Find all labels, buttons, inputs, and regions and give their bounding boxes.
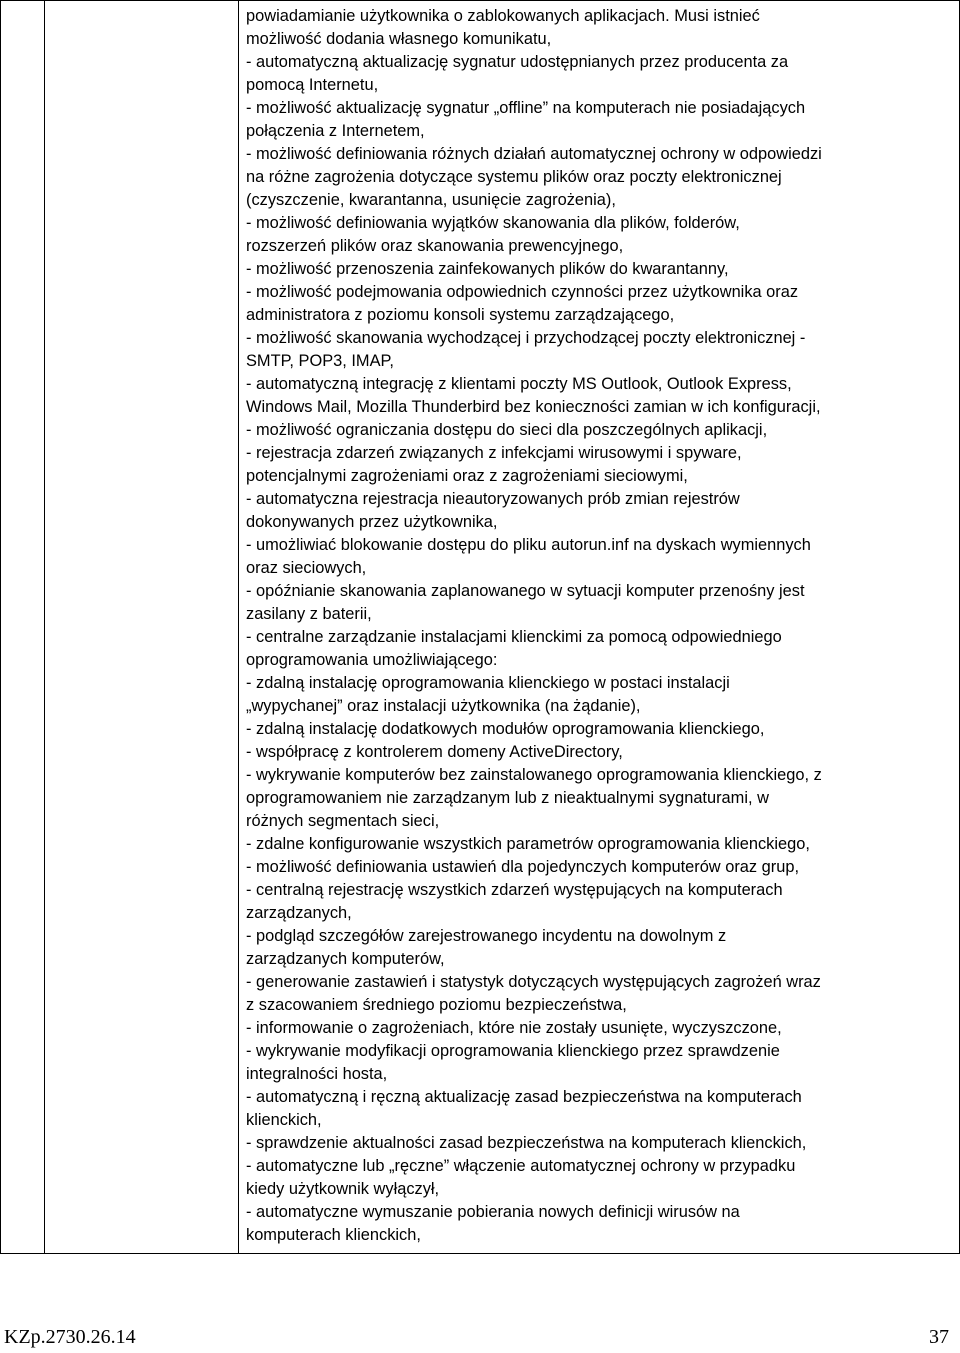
text-line: komputerach klienckich, bbox=[246, 1226, 421, 1244]
text-line: kiedy użytkownik wyłączył, bbox=[246, 1180, 440, 1198]
text-line: „wypychanej” oraz instalacji użytkownika (na żądanie), bbox=[246, 697, 641, 715]
column-divider bbox=[44, 1, 45, 1253]
text-line: (czyszczenie, kwarantanna, usunięcie zagrożenia), bbox=[246, 191, 616, 209]
text-line: - zdalne konfigurowanie wszystkich parametrów oprogramowania klienckiego, bbox=[246, 835, 810, 853]
text-line: Windows Mail, Mozilla Thunderbird bez konieczności zamian w ich konfiguracji, bbox=[246, 398, 821, 416]
text-line: - możliwość definiowania ustawień dla pojedynczych komputerów oraz grup, bbox=[246, 858, 799, 876]
document-reference: KZp.2730.26.14 bbox=[4, 1326, 136, 1348]
text-line: oprogramowaniem nie zarządzanym lub z nieaktualnymi sygnaturami, w bbox=[246, 789, 769, 807]
text-line: SMTP, POP3, IMAP, bbox=[246, 352, 394, 370]
text-line: - centralne zarządzanie instalacjami klienckimi za pomocą odpowiedniego bbox=[246, 628, 782, 646]
text-line: - informowanie o zagrożeniach, które nie zostały usunięte, wyczyszczone, bbox=[246, 1019, 782, 1037]
column-divider bbox=[238, 1, 239, 1253]
text-line: potencjalnymi zagrożeniami oraz z zagrożeniami sieciowymi, bbox=[246, 467, 688, 485]
text-line: zasilany z baterii, bbox=[246, 605, 372, 623]
text-line: - możliwość definiowania różnych działań automatycznej ochrony w odpowiedzi bbox=[246, 145, 822, 163]
text-line: - generowanie zastawień i statystyk dotyczących występujących zagrożeń wraz bbox=[246, 973, 821, 991]
text-line: - możliwość przenoszenia zainfekowanych plików do kwarantanny, bbox=[246, 260, 729, 278]
text-line: - możliwość aktualizację sygnatur „offline” na komputerach nie posiadających bbox=[246, 99, 806, 117]
text-line: - współpracę z kontrolerem domeny ActiveDirectory, bbox=[246, 743, 623, 761]
text-line: oprogramowania umożliwiającego: bbox=[246, 651, 498, 669]
text-line: - automatyczne wymuszanie pobierania nowych definicji wirusów na bbox=[246, 1203, 740, 1221]
text-line: integralności hosta, bbox=[246, 1065, 388, 1083]
text-line: pomocą Internetu, bbox=[246, 76, 379, 94]
text-line: - opóźnianie skanowania zaplanowanego w sytuacji komputer przenośny jest bbox=[246, 582, 805, 600]
text-line: - podgląd szczegółów zarejestrowanego incydentu na dowolnym z bbox=[246, 927, 727, 945]
text-line: na różne zagrożenia dotyczące systemu plików oraz poczty elektronicznej bbox=[246, 168, 782, 186]
page-number: 37 bbox=[929, 1326, 949, 1348]
text-line: administratora z poziomu konsoli systemu zarządzającego, bbox=[246, 306, 675, 324]
text-line: różnych segmentach sieci, bbox=[246, 812, 440, 830]
text-line: - automatyczna rejestracja nieautoryzowanych prób zmian rejestrów bbox=[246, 490, 740, 508]
text-line: - centralną rejestrację wszystkich zdarzeń występujących na komputerach bbox=[246, 881, 783, 899]
text-line: powiadamianie użytkownika o zablokowanych aplikacjach. Musi istnieć bbox=[246, 7, 760, 25]
specification-text bbox=[246, 5, 958, 1247]
text-line: - wykrywanie komputerów bez zainstalowanego oprogramowania klienckiego, z bbox=[246, 766, 822, 784]
text-line: połączenia z Internetem, bbox=[246, 122, 425, 140]
text-line: dokonywanych przez użytkownika, bbox=[246, 513, 498, 531]
text-line: - automatyczną integrację z klientami poczty MS Outlook, Outlook Express, bbox=[246, 375, 792, 393]
text-line: - rejestracja zdarzeń związanych z infekcjami wirusowymi i spyware, bbox=[246, 444, 742, 462]
text-line: - sprawdzenie aktualności zasad bezpieczeństwa na komputerach klienckich, bbox=[246, 1134, 807, 1152]
text-line: możliwość dodania własnego komunikatu, bbox=[246, 30, 552, 48]
text-line: rozszerzeń plików oraz skanowania prewencyjnego, bbox=[246, 237, 624, 255]
text-line: - automatyczne lub „ręczne” włączenie automatycznej ochrony w przypadku bbox=[246, 1157, 796, 1175]
text-line: zarządzanych, bbox=[246, 904, 352, 922]
text-line: zarządzanych komputerów, bbox=[246, 950, 445, 968]
text-line: - umożliwiać blokowanie dostępu do pliku autorun.inf na dyskach wymiennych bbox=[246, 536, 811, 554]
text-line: klienckich, bbox=[246, 1111, 322, 1129]
text-line: - automatyczną aktualizację sygnatur udostępnianych przez producenta za bbox=[246, 53, 789, 71]
text-line: - możliwość ograniczania dostępu do sieci dla poszczególnych aplikacji, bbox=[246, 421, 768, 439]
text-line: - zdalną instalację oprogramowania klienckiego w postaci instalacji bbox=[246, 674, 730, 692]
text-line: oraz sieciowych, bbox=[246, 559, 367, 577]
text-line: - zdalną instalację dodatkowych modułów oprogramowania klienckiego, bbox=[246, 720, 765, 738]
text-line: - możliwość podejmowania odpowiednich czynności przez użytkownika oraz bbox=[246, 283, 799, 301]
text-line: - możliwość skanowania wychodzącej i przychodzącej poczty elektronicznej - bbox=[246, 329, 806, 347]
text-line: - automatyczną i ręczną aktualizację zasad bezpieczeństwa na komputerach bbox=[246, 1088, 802, 1106]
text-line: - wykrywanie modyfikacji oprogramowania klienckiego przez sprawdzenie bbox=[246, 1042, 780, 1060]
text-line: z szacowaniem średniego poziomu bezpieczeństwa, bbox=[246, 996, 627, 1014]
text-line: - możliwość definiowania wyjątków skanowania dla plików, folderów, bbox=[246, 214, 740, 232]
